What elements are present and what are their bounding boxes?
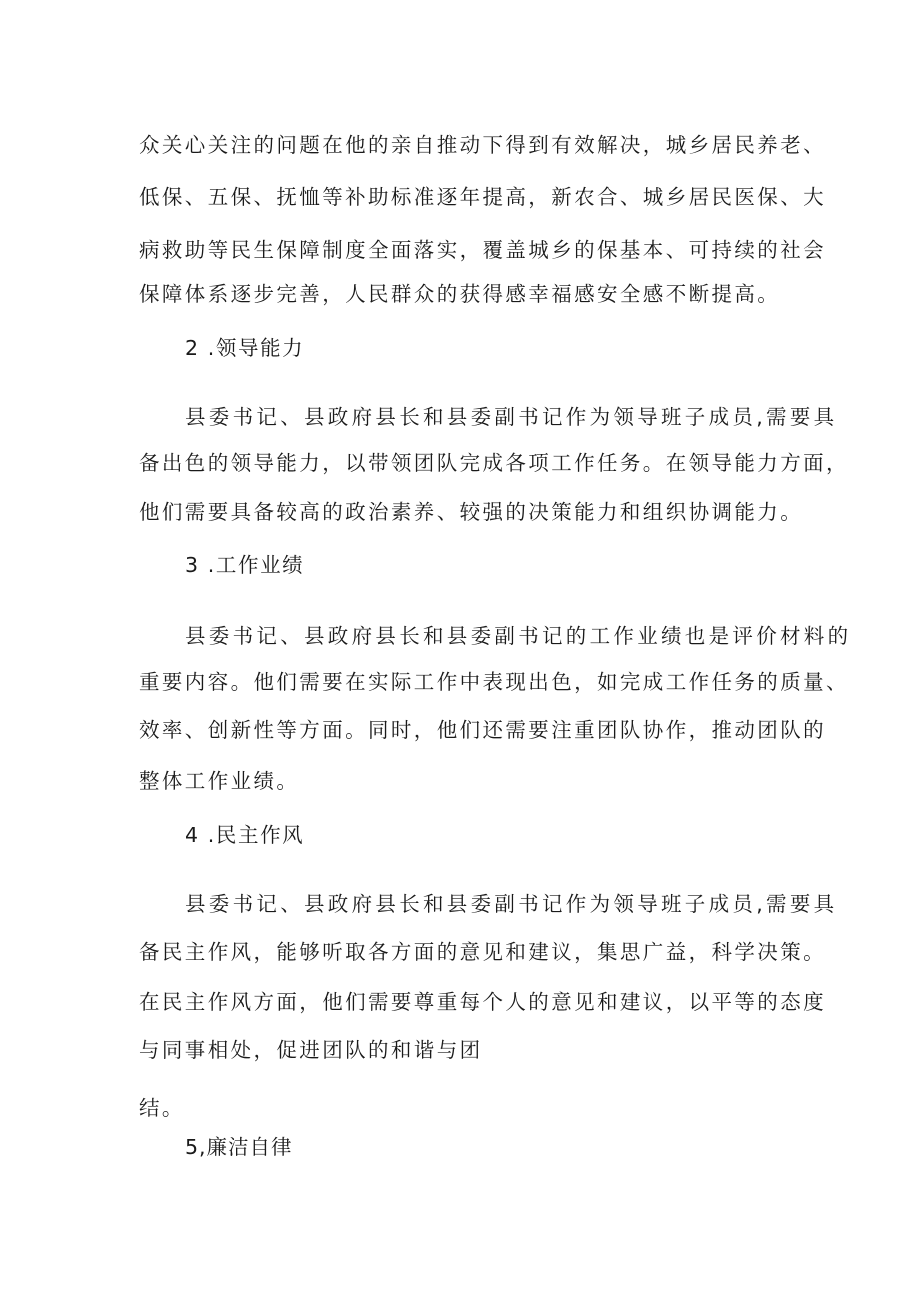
paragraph-4-line-5: 结。 [139,1096,185,1120]
paragraph-2-line-1: 县委书记、县政府县长和县委副书记作为领导班子成员,需要具 [185,405,838,429]
paragraph-4-line-1: 县委书记、县政府县长和县委副书记作为领导班子成员,需要具 [185,892,838,916]
paragraph-3-line-4: 整体工作业绩。 [139,769,300,793]
paragraph-3-line-2: 重要内容。他们需要在实际工作中表现出色，如完成工作任务的质量、 [139,670,849,694]
section-heading-leadership: 2 .领导能力 [185,336,305,360]
paragraph-4-line-2: 备民主作风，能够听取各方面的意见和建议，集思广益，科学决策。 [139,940,826,964]
paragraph-2-line-3: 他们需要具备较高的政治素养、较强的决策能力和组织协调能力。 [139,500,804,524]
section-heading-performance: 3 .工作业绩 [185,553,305,577]
section-heading-democratic-style: 4 .民主作风 [185,823,305,847]
paragraph-4-line-3: 在民主作风方面，他们需要尊重每个人的意见和建议，以平等的态度 [139,990,826,1014]
paragraph-3-line-3: 效率、创新性等方面。同时，他们还需要注重团队协作，推动团队的 [139,718,826,742]
section-heading-integrity: 5,廉洁自律 [185,1135,293,1159]
paragraph-1-line-1: 众关心关注的问题在他的亲自推动下得到有效解决，城乡居民养老、 [139,133,826,157]
paragraph-4-line-4: 与同事相处，促进团队的和谐与团 [139,1038,483,1062]
paragraph-3-line-1: 县委书记、县政府县长和县委副书记的工作业绩也是评价材料的 [185,624,852,648]
paragraph-1-line-4: 保障体系逐步完善，人民群众的获得感幸福感安全感不断提高。 [139,282,781,306]
paragraph-1-line-2: 低保、五保、抚恤等补助标准逐年提高，新农合、城乡居民医保、大 [139,185,826,209]
paragraph-2-line-2: 备出色的领导能力，以带领团队完成各项工作任务。在领导能力方面， [139,451,849,475]
paragraph-1-line-3: 病救助等民生保障制度全面落实，覆盖城乡的保基本、可持续的社会 [139,238,826,262]
